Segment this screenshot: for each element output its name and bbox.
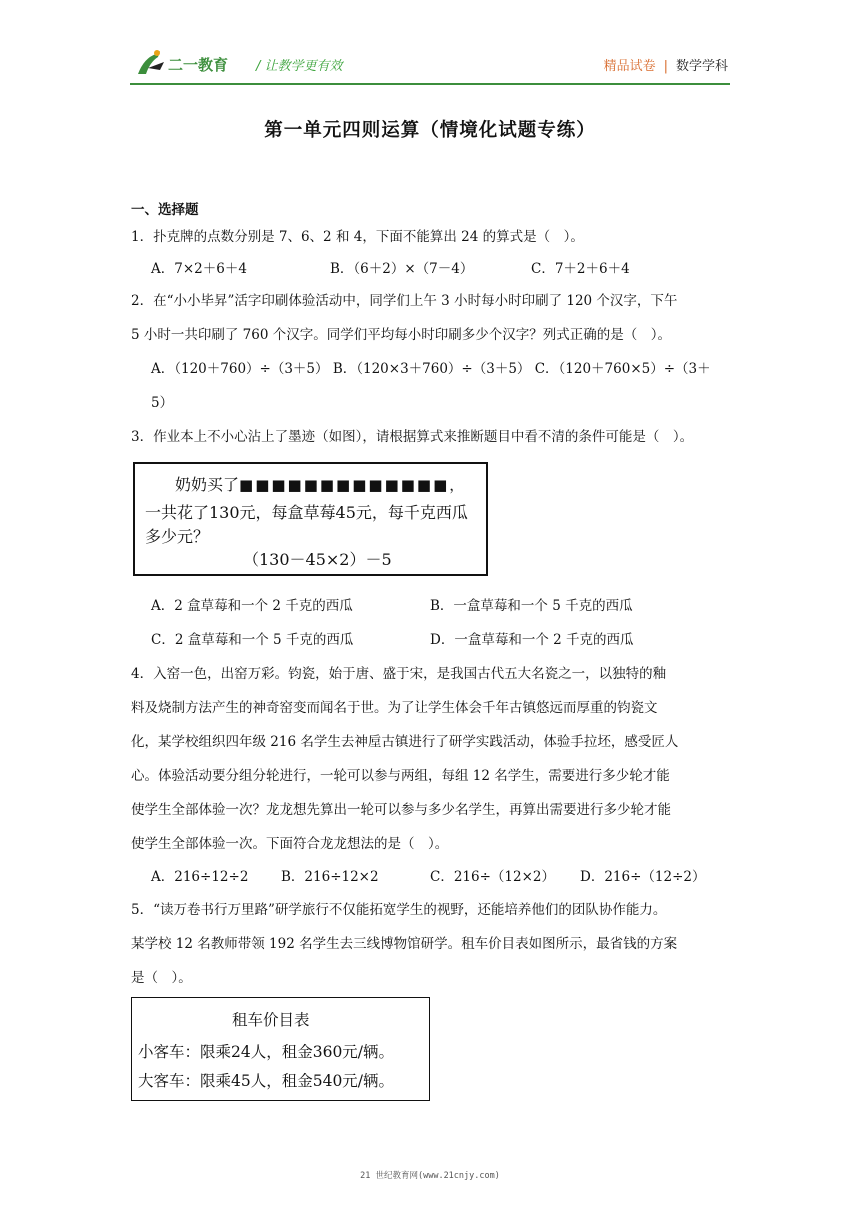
header-rule <box>130 83 730 85</box>
question-3-stem: 3．作业本上不小心沾上了墨迹（如图），请根据算式来推断题目中看不清的条件可能是（ ）。 <box>131 429 694 445</box>
tag-subject: 数学学科 <box>675 59 728 74</box>
figure-expression: （130－45×2）－5 <box>243 550 392 569</box>
q4-option-b: B．216÷12×2 <box>281 869 379 885</box>
page-footer: 21 世纪教育网(www.21cnjy.com) <box>360 1171 500 1181</box>
figure-text-line-1 <box>175 474 466 496</box>
question-4-line-3: 化，某学校组织四年级 216 名学生去神垕古镇进行了研学实践活动，体验手拉坯，感受匠人 <box>131 734 679 750</box>
price-row-small-bus: 小客车：限乘24人，租金360元/辆。 <box>138 1043 395 1061</box>
q4-option-c: C．216÷（12×2） <box>430 869 555 885</box>
price-table-title: 租车价目表 <box>232 1011 310 1029</box>
brand-logo <box>134 48 244 78</box>
question-2-line-1: 2．在“小小毕昇”活字印刷体验活动中，同学们上午 3 小时每小时印刷了 120 个汉字，下午 <box>131 293 678 309</box>
question-2-options: A．（120＋760）÷（3＋5） B．（120×3＋760）÷（3＋5） C．（120＋760×5）÷（3＋ <box>151 361 711 377</box>
tag-separator: | <box>663 59 668 74</box>
q4-option-a: A．216÷12÷2 <box>151 869 249 885</box>
q1-option-c: C．7＋2＋6＋4 <box>531 261 630 277</box>
question-2-line-2: 5 小时一共印刷了 760 个汉字。同学们平均每小时印刷多少个汉字？列式正确的是（ ）。 <box>131 327 671 343</box>
q1-option-a: A．7×2＋6＋4 <box>151 261 247 277</box>
q3-option-c: C．2 盒草莓和一个 5 千克的西瓜 <box>151 632 354 648</box>
question-4-line-5: 使学生全部体验一次？龙龙想先算出一轮可以参与多少名学生，再算出需要进行多少轮才能 <box>131 802 671 818</box>
figure-text-bought: 奶奶买了 <box>175 475 240 494</box>
page-title: 第一单元四则运算（情境化试题专练） <box>264 120 596 141</box>
q3-option-b: B．一盒草莓和一个 5 千克的西瓜 <box>430 598 633 614</box>
question-4-line-2: 料及烧制方法产生的神奇窑变而闻名于世。为了让学生体会千年古镇悠远而厚重的钧瓷文 <box>131 700 658 716</box>
question-4-line-1: 4．入窑一色，出窑万彩。钧瓷，始于唐、盛于宋，是我国古代五大名瓷之一，以独特的釉 <box>131 666 667 682</box>
ink-stain-figure <box>133 462 488 576</box>
q4-option-d: D．216÷（12÷2） <box>580 869 706 885</box>
bus-price-table <box>131 997 430 1101</box>
price-row-large-bus: 大客车：限乘45人，租金540元/辆。 <box>138 1072 395 1090</box>
header-tags <box>604 55 728 74</box>
question-5-line-2: 某学校 12 名教师带领 192 名学生去三线博物馆研学。租车价目表如图所示，最省钱的方案 <box>131 936 678 952</box>
question-1-stem: 1．扑克牌的点数分别是 7、6、2 和 4，下面不能算出 24 的算式是（ ）。 <box>131 229 584 245</box>
page-header <box>130 40 730 84</box>
tag-premium-paper: 精品试卷 <box>603 59 656 74</box>
logo-text: 二一教育 <box>168 56 229 74</box>
question-5-line-1: 5．“读万卷书行万里路”研学旅行不仅能拓宽学生的视野，还能培养他们的团队协作能力。 <box>131 902 667 918</box>
figure-text-line-3: 多少元？ <box>145 527 210 546</box>
q3-option-d: D．一盒草莓和一个 2 千克的西瓜 <box>430 632 634 648</box>
question-2-options-cont: 5） <box>151 395 174 411</box>
question-4-line-4: 心。体验活动要分组分轮进行，一轮可以参与两组，每组 12 名学生，需要进行多少轮才能 <box>131 768 670 784</box>
section-heading: 一、选择题 <box>131 202 199 218</box>
q3-option-a: A．2 盒草莓和一个 2 千克的西瓜 <box>151 598 353 614</box>
slogan: / 让教学更有效 <box>256 59 343 74</box>
question-4-line-6: 使学生全部体验一次。下面符合龙龙想法的是（ ）。 <box>131 836 449 852</box>
figure-text-line-2: 一共花了130元，每盒草莓45元，每千克西瓜 <box>145 503 468 522</box>
q1-option-b: B．（6＋2）×（7－4） <box>330 261 474 277</box>
ink-blot: ■■■■■■■■■■■■■， <box>239 476 467 494</box>
question-5-line-3: 是（ ）。 <box>131 970 192 986</box>
